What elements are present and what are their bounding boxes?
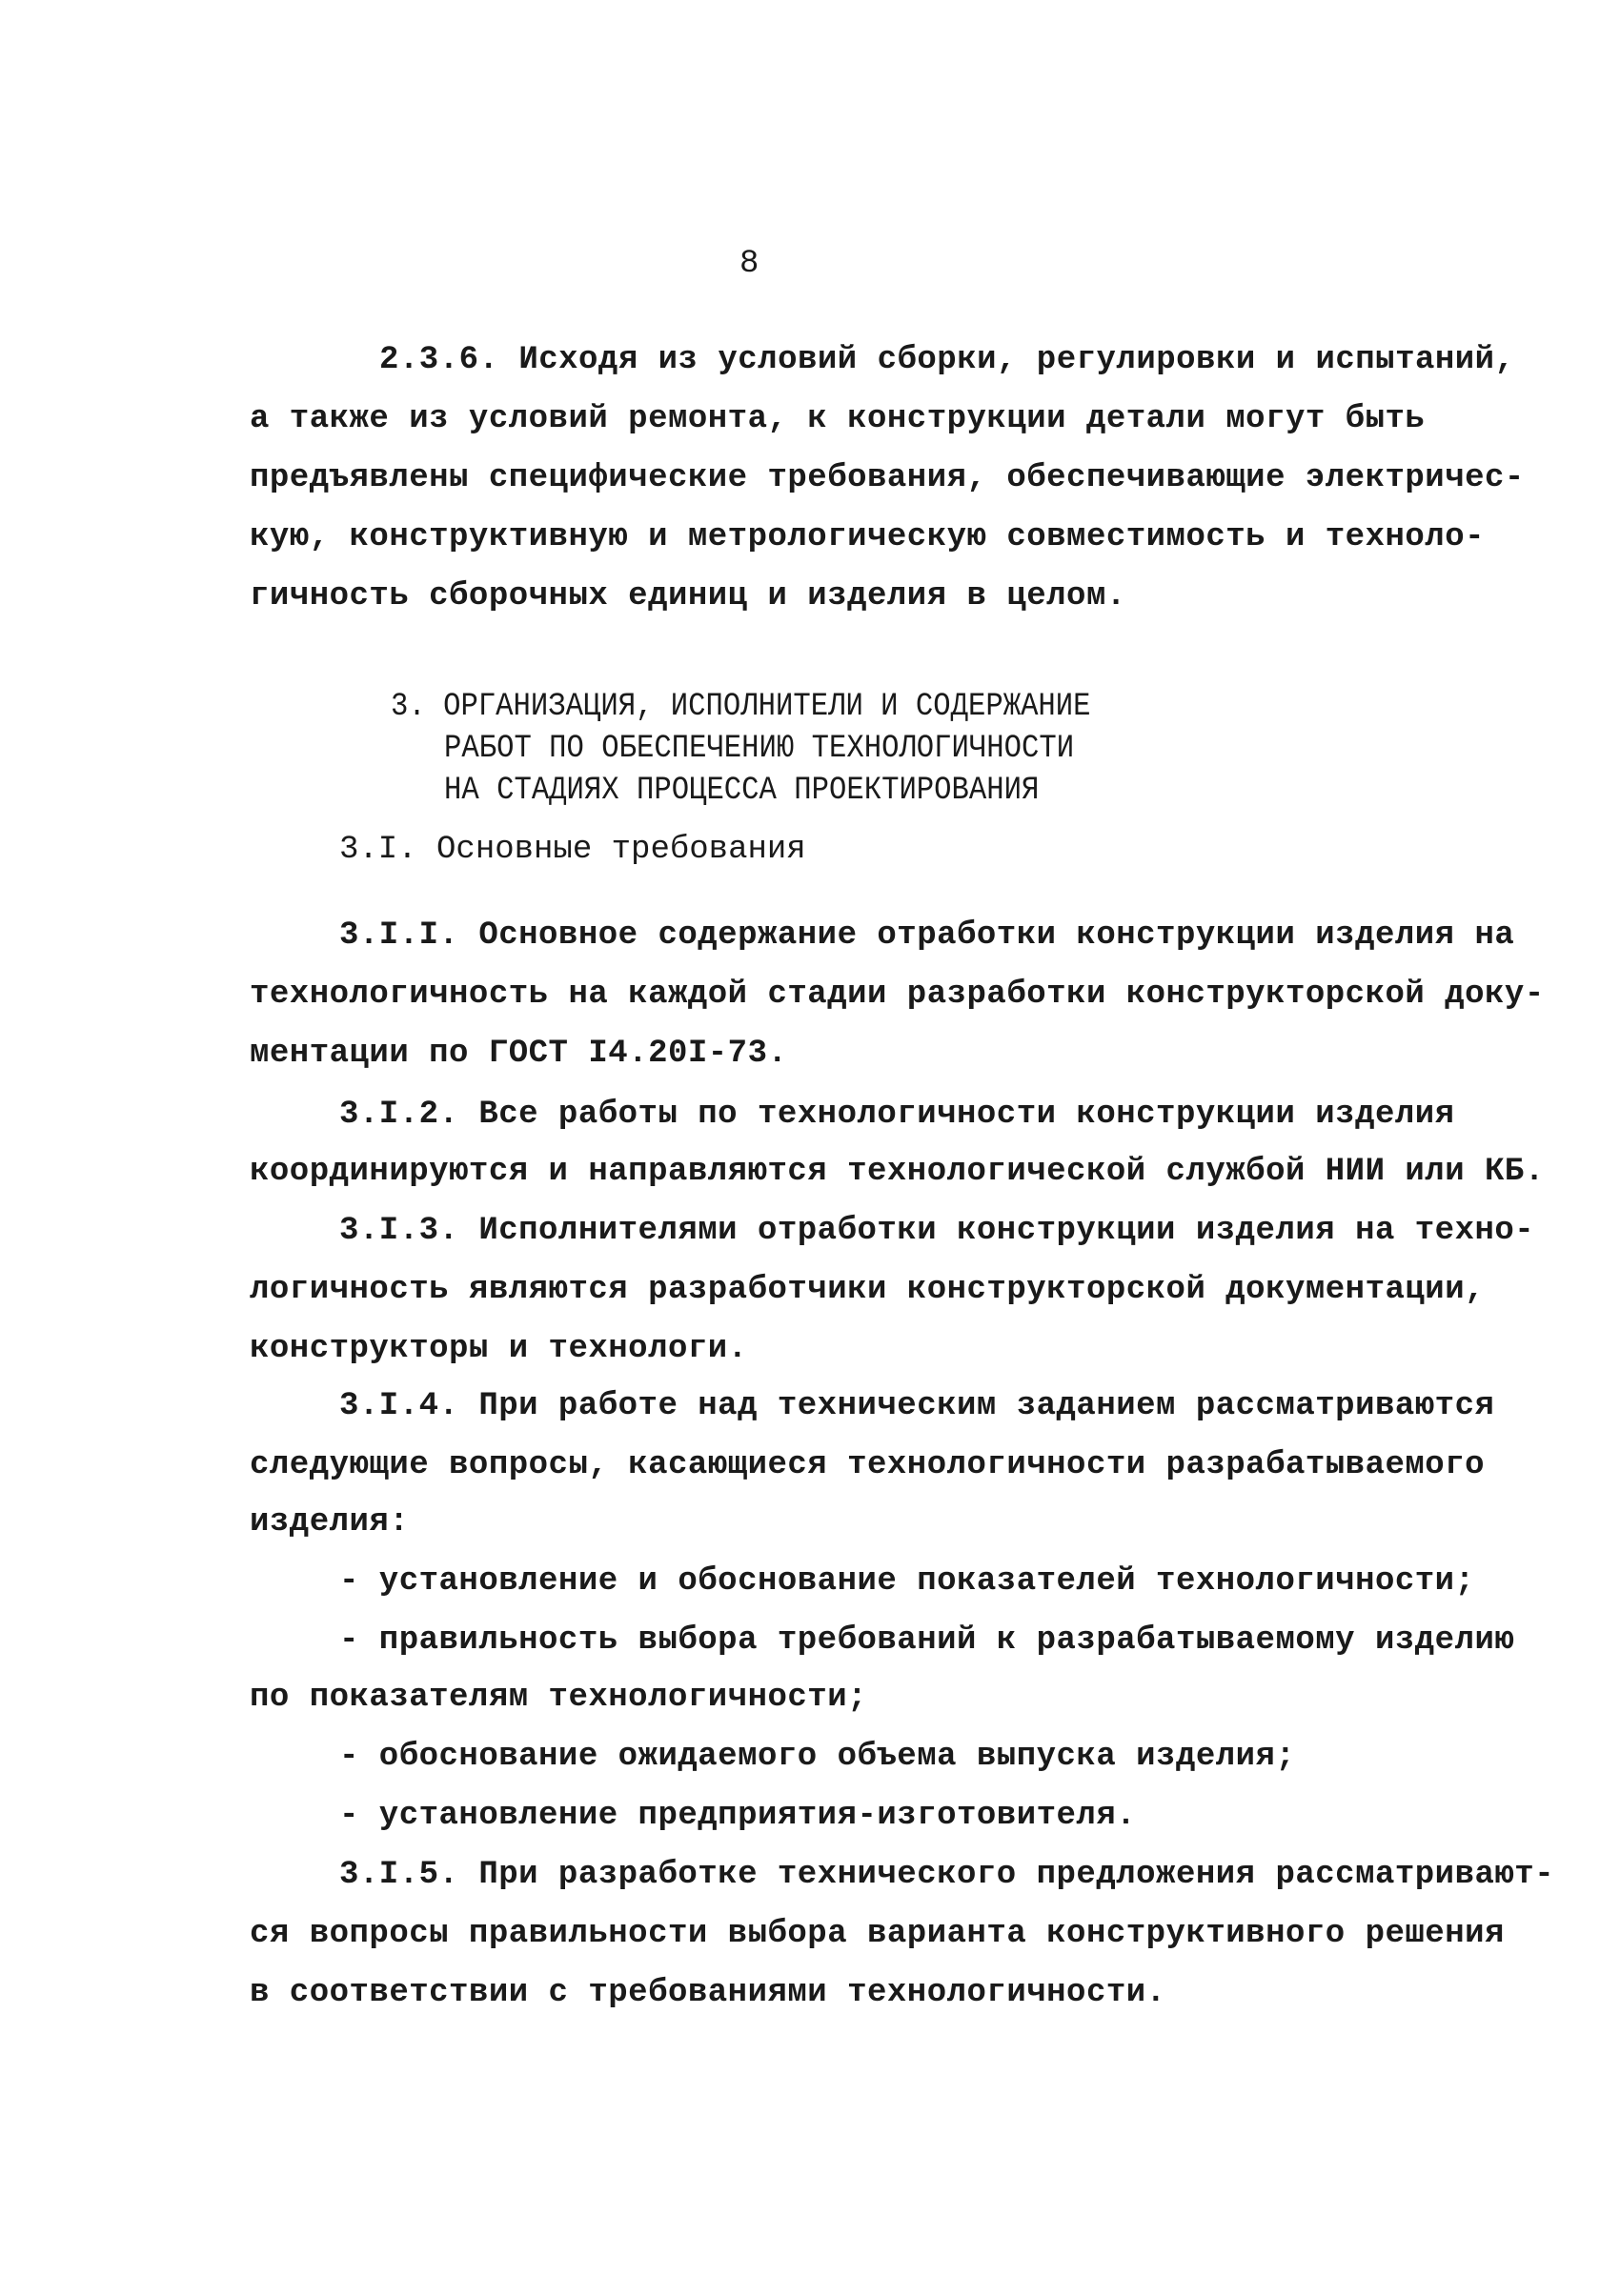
para-2-3-6-line-5: гичность сборочных единиц и изделия в целом. [250, 578, 1126, 614]
para-2-3-6-line-4: кую, конструктивную и метрологическую совместимость и техноло- [250, 519, 1486, 555]
para-3-1-3-line-3: конструкторы и технологи. [250, 1331, 748, 1367]
para-3-1-5-line-3: в соответствии с требованиями технологичности. [250, 1975, 1166, 2011]
section-3-1-subheading: 3.I. Основные требования [339, 832, 806, 868]
list-item-1: - установление и обоснование показателей технологичности; [339, 1563, 1475, 1600]
para-3-1-5-line-1: 3.I.5. При разработке технического предложения рассматривают- [339, 1857, 1555, 1893]
para-2-3-6-line-3: предъявлены специфические требования, обеспечивающие электричес- [250, 460, 1525, 496]
page-number: 8 [739, 246, 759, 282]
para-3-1-2-line-1: 3.I.2. Все работы по технологичности конструкции изделия [339, 1097, 1455, 1133]
para-3-1-4-line-1: 3.I.4. При работе над техническим заданием рассматриваются [339, 1388, 1495, 1424]
list-item-4: - установление предприятия-изготовителя. [339, 1798, 1137, 1834]
para-2-3-6-line-1: 2.3.6. Исходя из условий сборки, регулировки и испытаний, [379, 342, 1515, 378]
list-item-2-line-2: по показателям технологичности; [250, 1680, 868, 1716]
list-item-3: - обоснование ожидаемого объема выпуска изделия; [339, 1739, 1296, 1775]
list-item-2-line-1: - правильность выбора требований к разрабатываемому изделию [339, 1622, 1515, 1659]
para-3-1-1-line-3: ментации по ГОСТ I4.20I-73. [250, 1036, 788, 1072]
para-3-1-4-line-2: следующие вопросы, касающиеся технологичности разрабатываемого [250, 1447, 1486, 1483]
section-3-heading-line-3: НА СТАДИЯХ ПРОЦЕССА ПРОЕКТИРОВАНИЯ [444, 773, 1040, 809]
para-3-1-2-line-2: координируются и направляются технологической службой НИИ или КБ. [250, 1154, 1545, 1190]
para-2-3-6-line-2: а также из условий ремонта, к конструкции детали могут быть [250, 401, 1426, 437]
para-3-1-1-line-2: технологичность на каждой стадии разработки конструкторской доку- [250, 977, 1545, 1013]
para-3-1-3-line-2: логичность являются разработчики конструкторской документации, [250, 1272, 1486, 1308]
para-3-1-5-line-2: ся вопросы правильности выбора варианта конструктивного решения [250, 1916, 1505, 1952]
para-3-1-4-line-3: изделия: [250, 1504, 410, 1541]
para-3-1-1-line-1: 3.I.I. Основное содержание отработки конструкции изделия на [339, 917, 1515, 954]
section-3-heading-line-2: РАБОТ ПО ОБЕСПЕЧЕНИЮ ТЕХНОЛОГИЧНОСТИ [444, 731, 1075, 767]
para-3-1-3-line-1: 3.I.3. Исполнителями отработки конструкции изделия на техно- [339, 1213, 1535, 1249]
section-3-heading-line-1: 3. ОРГАНИЗАЦИЯ, ИСПОЛНИТЕЛИ И СОДЕРЖАНИЕ [391, 689, 1091, 725]
